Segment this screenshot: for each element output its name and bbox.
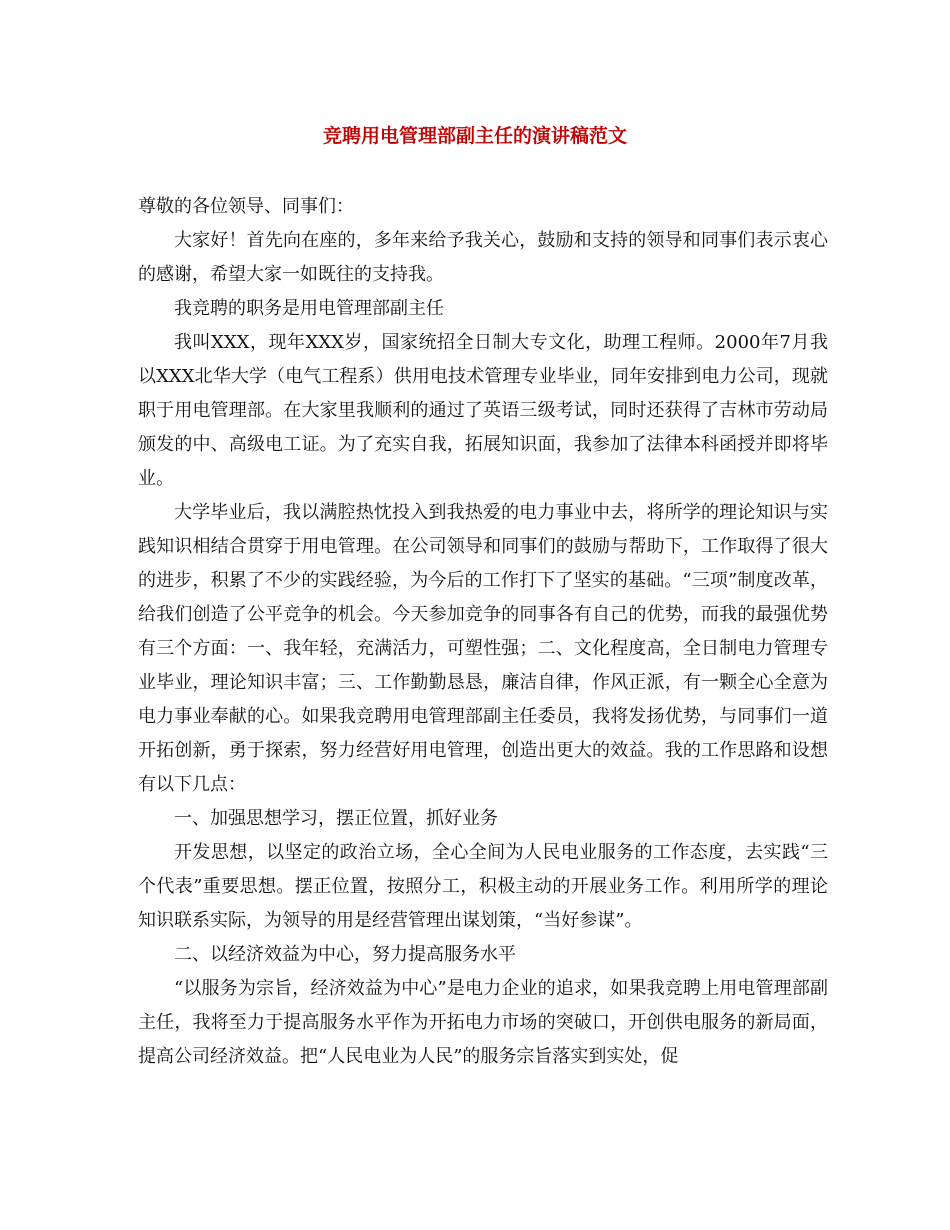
paragraph: “以服务为宗旨，经济效益为中心”是电力企业的追求，如果我竞聘上用电管理部副主任，我将至力于提高服务水平作为开拓电力市场的突破口，开创供电服务的新局面，提高公司经济效益。把“人民电业为人民”的服务宗旨落实到实处，促 — [138, 978, 828, 1067]
document-body — [138, 190, 828, 1074]
paragraph: 大学毕业后，我以满腔热忱投入到我热爱的电力事业中去，将所学的理论知识与实践知识相结合贯穿于用电管理。在公司领导和同事们的鼓励与帮助下，工作取得了很大的进步，积累了不少的实践经验，为今后的工作打下了坚实的基础。“三项”制度改革，给我们创造了公平竞争的机会。今天参加竞争的同事各有自己的优势，而我的最强优势有三个方面：一、我年轻，充满活力，可塑性强；二、文化程度高，全日制电力管理专业毕业，理论知识丰富；三、工作勤勤恳恳，廉洁自律，作风正派，有一颗全心全意为电力事业奉献的心。如果我竞聘用电管理部副主任委员，我将发扬优势，与同事们一道开拓创新，勇于探索，努力经营好用电管理，创造出更大的效益。我的工作思路和设想有以下几点： — [138, 502, 828, 795]
paragraph: 大家好！首先向在座的，多年来给予我关心，鼓励和支持的领导和同事们表示衷心的感谢，希望大家一如既往的支持我。 — [138, 230, 828, 285]
paragraph: 我叫XXX，现年XXX岁，国家统招全日制大专文化，助理工程师。2000年7月我以XXX北华大学（电气工程系）供用电技术管理专业毕业，同年安排到电力公司，现就职于用电管理部。在大家里我顺利的通过了英语三级考试，同时还获得了吉林市劳动局颁发的中、高级电工证。为了充实自我，拓展知识面，我参加了法律本科函授并即将毕业。 — [138, 332, 828, 489]
section-heading: 一、加强思想学习，摆正位置，抓好业务 — [174, 808, 498, 829]
section-heading: 二、以经济效益为中心，努力提高服务水平 — [174, 944, 516, 965]
paragraph: 我竞聘的职务是用电管理部副主任 — [174, 298, 444, 319]
salutation: 尊敬的各位领导、同事们： — [138, 196, 354, 217]
document-title: 竞聘用电管理部副主任的演讲稿范文 — [322, 125, 627, 147]
paragraph: 开发思想，以坚定的政治立场，全心全间为人民电业服务的工作态度，去实践“三个代表”重要思想。摆正位置，按照分工，积极主动的开展业务工作。利用所学的理论知识联系实际，为领导的用是经营管理出谋划策，“当好参谋”。 — [138, 842, 828, 931]
